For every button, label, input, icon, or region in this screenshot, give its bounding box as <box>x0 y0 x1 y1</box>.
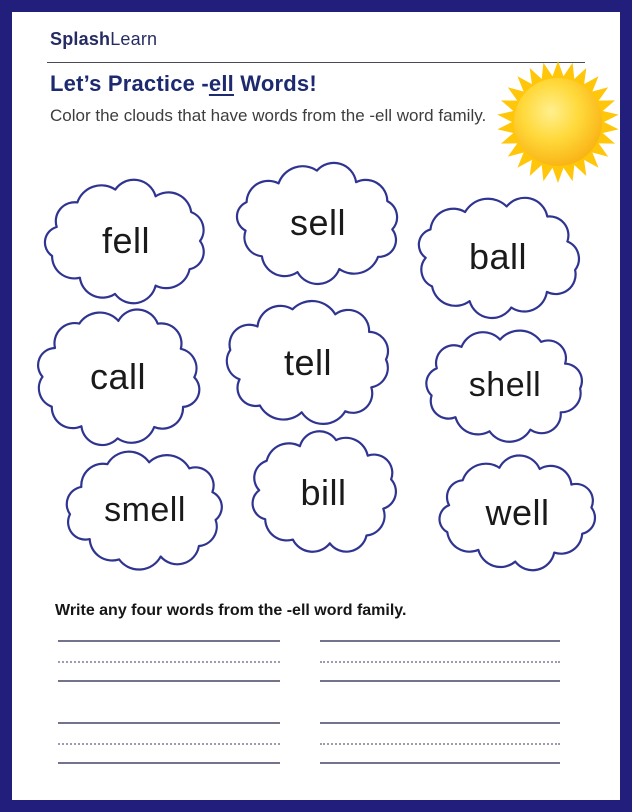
write-prompt: Write any four words from the -ell word family. <box>55 602 407 619</box>
cloud-shell[interactable] <box>423 328 587 442</box>
cloud-word: shell <box>468 365 542 404</box>
title-prefix: Let’s Practice - <box>50 71 209 96</box>
cloud-fell[interactable] <box>42 180 210 302</box>
cloud-word: bill <box>300 471 347 513</box>
logo-text-bold: Splash <box>50 29 111 49</box>
writing-line-1[interactable] <box>58 640 280 682</box>
cloud-word: sell <box>289 202 347 243</box>
cloud-well[interactable] <box>435 456 600 570</box>
cloud-word: well <box>485 492 550 533</box>
cloud-word: smell <box>104 490 186 529</box>
cloud-tell[interactable] <box>222 300 394 425</box>
cloud-bill[interactable] <box>247 430 400 555</box>
dotted-guide-line <box>58 661 280 663</box>
cloud-word: ball <box>468 235 528 277</box>
cloud-sell[interactable] <box>233 163 403 283</box>
worksheet-title <box>50 71 317 97</box>
title-underlined-ell: ell <box>208 71 234 96</box>
dotted-guide-line <box>320 661 560 663</box>
sun-disc <box>514 78 602 166</box>
writing-line-4[interactable] <box>320 722 560 764</box>
cloud-smell[interactable] <box>62 450 228 570</box>
title-suffix: Words! <box>233 71 317 96</box>
writing-line-3[interactable] <box>58 722 280 764</box>
cloud-word: fell <box>101 220 151 261</box>
cloud-ball[interactable] <box>412 196 584 317</box>
logo-text-regular: Learn <box>110 29 158 49</box>
cloud-word: tell <box>283 341 333 383</box>
instruction-text: Color the clouds that have words from the -ell word family. <box>50 106 487 125</box>
dotted-guide-line <box>58 743 280 745</box>
writing-line-2[interactable] <box>320 640 560 682</box>
sun-icon <box>496 60 620 184</box>
cloud-word: call <box>89 356 147 397</box>
cloud-call[interactable] <box>33 308 203 446</box>
dotted-guide-line <box>320 743 560 745</box>
splashlearn-logo <box>50 29 157 50</box>
